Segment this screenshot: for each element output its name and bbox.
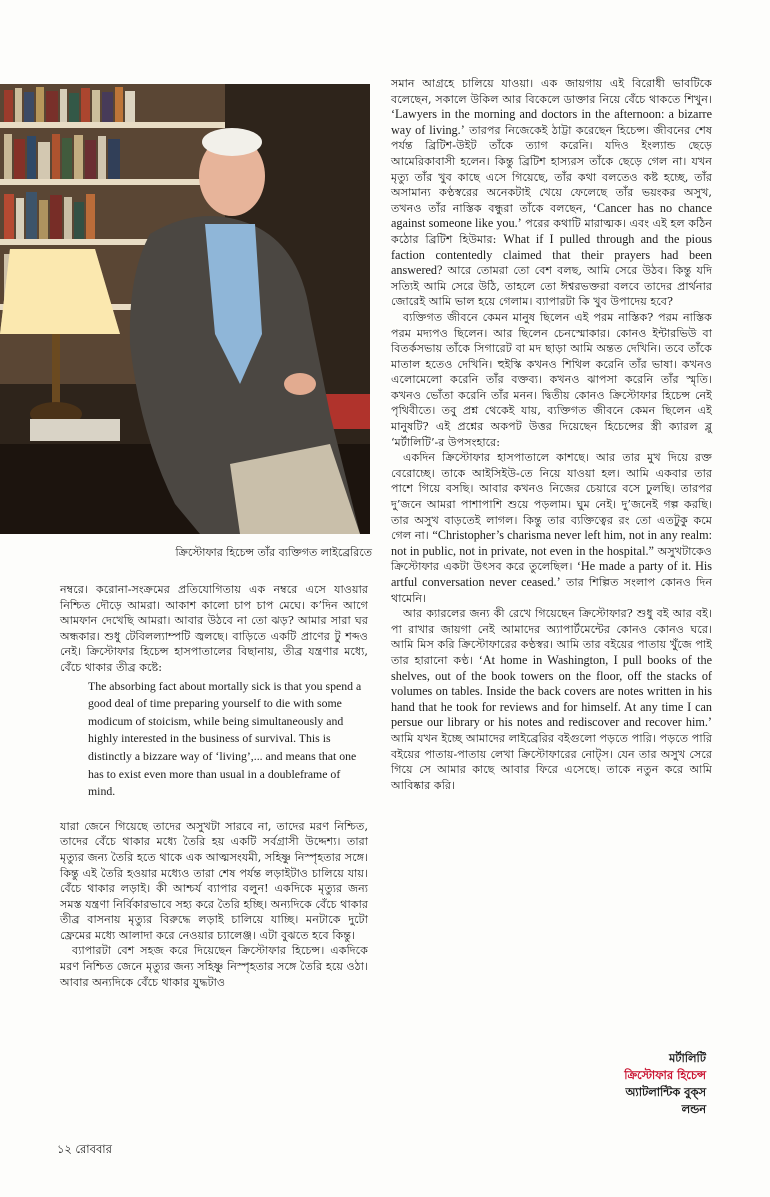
english-quote-party: ‘He made a party of it. His artful conversation never ceased.’ [391, 559, 712, 589]
book-publisher: অ্যাটলান্টিক বুক্‌স [625, 1085, 706, 1099]
english-quote-washington: ‘At home in Washington, I pull books of the shelves, out of the book towers on the floor, off the stacks of volumes on tables. Inside the back covers are notes written in his hand that he took for reviews and for himself. At any time I can persue our library or his notes and rediscover and recover him.’ [391, 652, 712, 730]
book-title: মর্টালিটি [668, 1051, 706, 1065]
right-p4-bengali-b: আমি যখন ইচ্ছে আমাদের লাইব্রেরির বইগুলো পড়তে পারি। পড়তে পারি বইয়ের পাতায়-পাতায় লেখা ক্রিস্টোফারের নোট্স। যেন তার অসুখ সেরে গিয়ে সে আমার কাছে আবার ফিরে এসেছে। তাকে নতুন করে আমি আবিষ্কার করি। [391, 731, 712, 792]
right-paragraph-1 [391, 76, 712, 310]
right-column [391, 76, 712, 793]
right-p1-bengali-a: সমান আগ্রহে চালিয়ে যাওয়া। এক জায়গায় এই বিরোধী ভাবটিকে বলেছেন, সকালে উকিল আর বিকেলে ডাক্তার নিয়ে বেঁচে থাকতে শিখুন। [391, 77, 712, 106]
english-quote-prayers: What if I pulled through and the pious faction contentedly claimed that their prayers had been answered? [391, 231, 712, 278]
left-column [60, 582, 368, 990]
right-p3-bengali-c: তার শিল্পিত সংলাপ কোনও দিন থামেনি। [391, 576, 712, 605]
right-paragraph-3 [391, 450, 712, 606]
block-quote: The absorbing fact about mortally sick is that you spend a good deal of time preparing yourself to die with some modicum of stoicism, while being simultaneously and highly interested in the business of survival. This is distinctly a bizzare way of ‘living’,... and means that one has to exist even more than usual in a doubleframe of mind. [88, 678, 362, 799]
english-quote-charisma: “Christopher’s charisma never left him, not in any realm: not in public, not in private, not even in the hospital.” [391, 528, 712, 558]
left-paragraph-1: নম্বরে। করোনা-সংক্রমের প্রতিযোগিতায় এক নম্বরে এসে যাওয়ার নিশ্চিত দৌড়ে আমরা। আকাশ কালো চাপ চাপ মেঘে। ক’দিন আগে আমফান দেখেছি আমরা। আবার উঠবে না তো ঝড়? আমার সারা ঘর অন্ধকার। শুধু টেবিলল্যাম্পটি জ্বলছে। বাড়িতে একটি প্রাণের টু শব্দও নেই। ক্রিস্টোফার হিচেন্স হাসপাতালের বিছানায়, তীব্র যন্ত্রণার মধ্যে, বেঁচে থাকার তীব্র কষ্টে: [60, 583, 368, 674]
right-p3-bengali-a: একদিন ক্রিস্টোফার হাসপাতালে কাশছে। আর তার মুখ দিয়ে রক্ত বেরোচ্ছে। তাকে আইসিইউ-তে নিয়ে যাওয়া হল। আমি একবার তার পাশে গিয়ে বসছি। আবার কখনও নিজের চেয়ারে বসে ঢুলছি। তারপর দু’জনে আমরা পাশাপাশি শুয়ে পড়লাম। ঘুম নেই। দু’জনেই গল্প করছি। তার অসুখ বাড়তেই লাগল। কিন্তু তার ব্যক্তিত্বের রং তো এতটুকু কমে গেল না। [391, 451, 712, 543]
right-p1-bengali-b: তারপর নিজেকেই ঠাট্টা করেছেন হিচেন্স। জীবনের শেষ পর্যন্ত ব্রিটিশ-উইট তাঁকে ত্যাগ করেনি। যদিও ইংল্যান্ড ছেড়ে আমেরিকাবাসী হলেন। কিন্তু ব্রিটিশ হাস্যরস তাঁকে ছেড়ে গেল না। যখন মৃত্যু তাঁর খুব কাছে এসে গিয়েছে, তাঁর কথা বলতেও কষ্ট হচ্ছে, তাঁর অসামান্য কণ্ঠস্বরের অনেকটাই খেয়ে ফেলেছে তাঁর ভয়ংকর অসুখ, তখনও তাঁর নাস্তিক বন্ধুরা তাঁকে বলছেন, [391, 123, 712, 215]
left-paragraph-2: যারা জেনে গিয়েছে তাদের অসুখটা সারবে না, তাদের মরণ নিশ্চিত, তাদের বেঁচে থাকার মধ্যে তৈরি হয় একটি সর্বগ্রাসী উদ্দেশ্য। তারা মৃত্যুর জন্য তৈরি হতে থাকে এক আত্মসংযমী, সহিষ্ণু নিস্পৃহতার সঙ্গে। কিন্তু এই তৈরি হওয়ার মধ্যেও তারা শেষ পর্যন্ত লড়াইটাও চালিয়ে যায়। বেঁচে থাকার লড়াই। কী আশ্চর্য ব্যাপার বলুন! একদিকে মৃত্যুর জন্য সমস্ত যন্ত্রণা নির্বিকারভাবে সহ্য করে তৈরি হচ্ছি। অন্যদিকে বেঁচে থাকার তীব্র বাসনায় মৃত্যুর বিরুদ্ধে লড়াই চালিয়ে যাচ্ছি। মনটাকে দুটো ফ্রেমের মধ্যে আলাদা করে নেওয়ার চ্যালেঞ্জ। এটা বুঝতে হবে কিন্তু। [60, 819, 368, 942]
author-photo-illustration [0, 84, 370, 534]
left-paragraph-3: ব্যাপারটা বেশ সহজ করে দিয়েছেন ক্রিস্টোফার হিচেন্স। একদিকে মরণ নিশ্চিত জেনে মৃত্যুর জন্য সহিষ্ণু নিস্পৃহতার সঙ্গে তৈরি হয়ে ওঠা। আবার অন্যদিকে বেঁচে থাকার যুদ্ধটাও [60, 944, 368, 989]
right-p1-bengali-d: আরে তোমরা তো বেশ বলছ, আমি সেরে উঠব। কিন্তু যদি সত্যিই আমি সেরে উঠি, তাহলে তো ঈশ্বরভক্তরা বলবে তাদের প্রার্থনার জোরেই আমি ভাল হয়ে গেলাম। ব্যাপারটা কি খুব উপাদেয় হবে? [391, 264, 712, 309]
english-quote-lawyers: ‘Lawyers in the morning and doctors in the afternoon: a bizarre way of living.’ [391, 107, 712, 137]
right-p1-bengali-c: পরের কথাটি মারাত্মক। এবং এই হল কঠিন কঠোর ব্রিটিশ হিউমার: [391, 217, 712, 246]
book-credits [624, 1050, 706, 1118]
right-p4-bengali-a: আর ক্যারলের জন্য কী রেখে গিয়েছেন ক্রিস্টোফার? শুধু বই আর বই। পা রাখার জায়গা নেই আমাদের অ্যাপার্টমেন্টের কোনও কোনও ঘরে। আমি মিস করি ক্রিস্টোফারের কণ্ঠস্বর। আমি তার বইয়ের পাতায় খুঁজে পাই তার হারানো কণ্ঠ। [391, 607, 712, 667]
right-p3-bengali-b: অসুখটাকেও ক্রিস্টোফার একটা উৎসব করে তুলেছিল। [391, 544, 713, 574]
photo-caption: ক্রিস্টোফার হিচেন্স তাঁর ব্যক্তিগত লাইব্রেরিতে [175, 546, 372, 559]
book-author: ক্রিস্টোফার হিচেন্স [624, 1068, 706, 1082]
book-city: লন্ডন [681, 1102, 706, 1116]
author-photo [0, 84, 370, 534]
right-paragraph-2: ব্যক্তিগত জীবনে কেমন মানুষ ছিলেন এই পরম নাস্তিক? পরম নাস্তিক পরম মদ্যপও ছিলেন। আর ছিলেন চেনস্মোকার। কোনও ইন্টারভিউ বা বিতর্কসভায় তাঁকে সিগারেট বা মদ ছাড়া আমি অন্তত দেখিনি। তবে তাঁকে মাতাল হতেও দেখিনি। হুইস্কি কখনও শিথিল করেনি তাঁর ভাষা। কখনও এলোমেলো করেনি তাঁর বক্তব্য। কখনও ঝাপসা করেনি তাঁর স্মৃতি। কখনও ভোঁতা করেনি তাঁর মনন। দ্বিতীয় কোনও ক্রিস্টোফার হিচেন্স নেই পৃথিবীতে। তবু প্রশ্ন থেকেই যায়, ব্যক্তিগত জীবনে কেমন ছিলেন এই মানুষটি? এই প্রশ্নের অকপট উত্তর দিয়েছেন হিচেন্সের স্ত্রী ক্যারল ব্লু ‘মর্টালিটি’-র উপসংহারে: [391, 310, 712, 449]
right-paragraph-4 [391, 606, 712, 793]
english-quote-cancer: ‘Cancer has no chance against someone like you.’ [391, 200, 712, 231]
page-footer: ১২ রোববার [57, 1142, 112, 1156]
